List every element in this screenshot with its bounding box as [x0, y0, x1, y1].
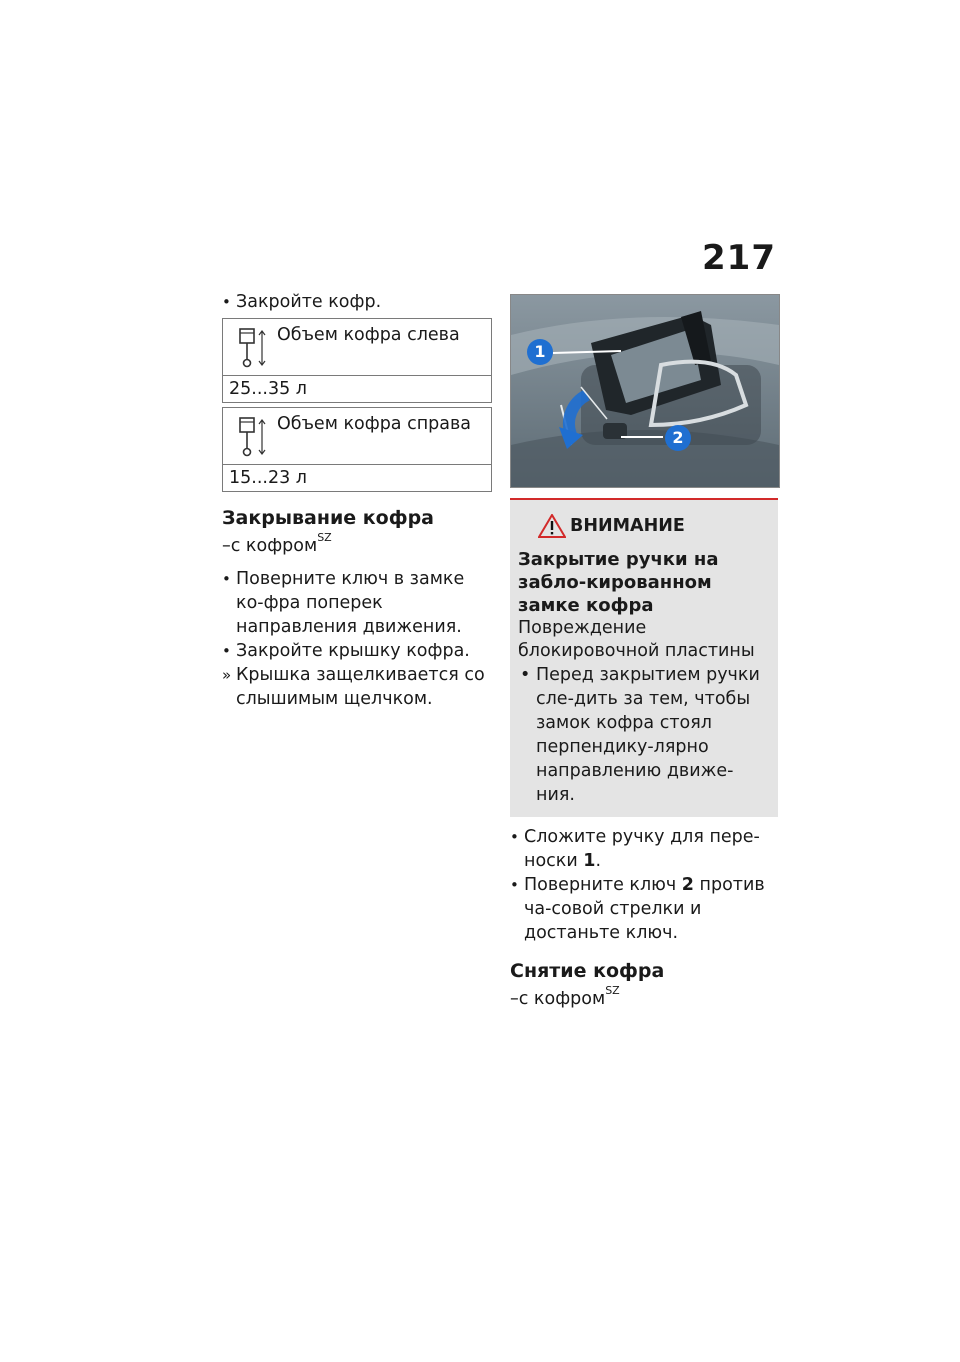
warning-bullet: • Перед закрытием ручки сле-дить за тем, чтобы замок кофра стоял перпендику-лярно направлению движе-ния.: [518, 663, 770, 807]
spec-value: 15...23 л: [229, 468, 307, 488]
section-title-removal: Снятие кофра: [510, 960, 665, 982]
case-lock-illustration: [511, 295, 779, 487]
case-volume-icon: [237, 327, 267, 369]
right-column: [510, 294, 780, 1010]
step-turn-key: • Поверните ключ 2 против ча-совой стрелки и достаньте ключ.: [510, 873, 780, 945]
section-title-closing: Закрывание кофра: [222, 507, 435, 529]
case-volume-icon: [237, 416, 267, 458]
warning-box: [510, 498, 778, 817]
page-number: 217: [702, 238, 776, 278]
left-column: [222, 290, 492, 711]
warning-title: Закрытие ручки на забло-кированном замке кофра: [518, 549, 719, 616]
warning-triangle-icon: [538, 514, 566, 538]
closing-result: » Крышка защелкивается со слышимым щелчком.: [222, 663, 492, 711]
spec-left-case: [222, 318, 492, 403]
warning-label: ВНИМАНИЕ: [570, 516, 685, 536]
instruction-close-case: • Закройте кофр.: [222, 290, 492, 314]
spec-value: 25...35 л: [229, 379, 307, 399]
spec-right-case: [222, 407, 492, 492]
callout-1: 1: [527, 339, 553, 365]
closing-step: • Поверните ключ в замке ко-фра поперек направления движения.: [222, 567, 492, 639]
spec-title: Объем кофра справа: [277, 414, 472, 434]
case-lock-figure: [510, 294, 780, 488]
section-subtitle-removal: –с кофром$^{SZ}$: [510, 984, 620, 1009]
callout-2: 2: [665, 425, 691, 451]
spec-title: Объем кофра слева: [277, 325, 460, 345]
section-subtitle-closing: –с кофром$^{SZ}$: [222, 531, 332, 556]
warning-body: Повреждение блокировочной пластины: [518, 618, 755, 661]
closing-step: • Закройте крышку кофра.: [222, 639, 492, 663]
step-fold-handle: • Сложите ручку для пере-носки 1.: [510, 825, 780, 873]
